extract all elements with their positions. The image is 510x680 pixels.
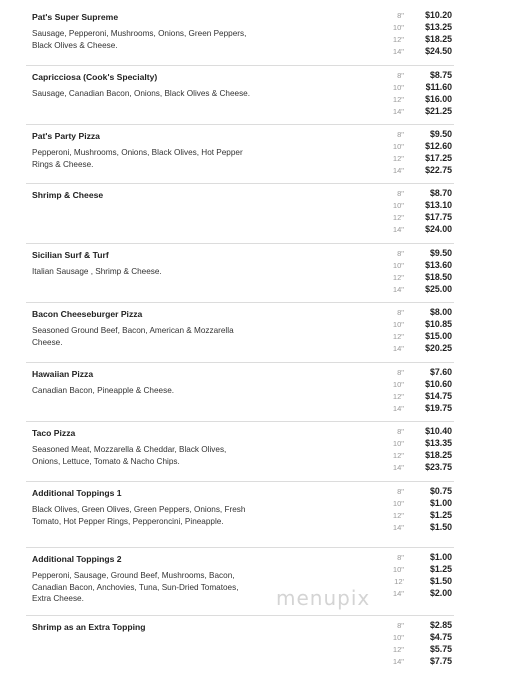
price-row xyxy=(380,152,452,164)
size-label: 8" xyxy=(397,487,404,496)
price-value: $21.25 xyxy=(425,106,452,116)
item-name: Pat's Party Pizza xyxy=(32,131,100,141)
price-row xyxy=(380,211,452,223)
price-row xyxy=(380,247,452,259)
price-list xyxy=(380,551,452,599)
price-row xyxy=(380,425,452,437)
price-value: $10.85 xyxy=(425,319,452,329)
size-label: 14" xyxy=(392,657,404,666)
price-value: $1.00 xyxy=(429,498,452,508)
price-value: $9.50 xyxy=(429,129,452,139)
price-value: $8.70 xyxy=(429,188,452,198)
menu-item xyxy=(26,303,454,363)
item-name: Sicilian Surf & Turf xyxy=(32,250,109,260)
price-row xyxy=(380,283,452,295)
size-label: 12' xyxy=(394,577,404,586)
price-value: $11.60 xyxy=(425,82,452,92)
price-row xyxy=(380,271,452,283)
price-value: $24.00 xyxy=(425,224,452,234)
price-value: $8.00 xyxy=(429,307,452,317)
size-label: 8" xyxy=(397,553,404,562)
price-value: $20.25 xyxy=(425,343,452,353)
menu-item xyxy=(26,6,454,66)
price-value: $23.75 xyxy=(425,462,452,472)
size-label: 8" xyxy=(397,130,404,139)
size-label: 14" xyxy=(392,523,404,532)
size-label: 12" xyxy=(392,273,404,282)
item-description: Seasoned Ground Beef, Bacon, American & Mozzarella Cheese. xyxy=(32,326,234,347)
price-list xyxy=(380,485,452,533)
price-value: $1.50 xyxy=(429,522,452,532)
size-label: 12" xyxy=(392,332,404,341)
price-row xyxy=(380,631,452,643)
price-value: $18.25 xyxy=(425,450,452,460)
price-row xyxy=(380,199,452,211)
size-label: 10" xyxy=(392,142,404,151)
item-description: Pepperoni, Mushrooms, Onions, Black Olives, Hot Pepper Rings & Cheese. xyxy=(32,148,243,169)
price-value: $7.60 xyxy=(429,367,452,377)
size-label: 12" xyxy=(392,95,404,104)
price-row xyxy=(380,93,452,105)
item-name: Bacon Cheeseburger Pizza xyxy=(32,309,143,319)
price-row xyxy=(380,330,452,342)
price-value: $12.60 xyxy=(425,141,452,151)
size-label: 14" xyxy=(392,166,404,175)
price-list xyxy=(380,69,452,117)
size-label: 10" xyxy=(392,565,404,574)
price-value: $17.75 xyxy=(425,212,452,222)
price-value: $1.50 xyxy=(429,576,452,586)
menu-item xyxy=(26,422,454,482)
price-row xyxy=(380,437,452,449)
price-row xyxy=(380,619,452,631)
size-label: 8" xyxy=(397,189,404,198)
price-row xyxy=(380,643,452,655)
size-label: 10" xyxy=(392,261,404,270)
price-list xyxy=(380,9,452,57)
size-label: 8" xyxy=(397,71,404,80)
size-label: 8" xyxy=(397,308,404,317)
price-value: $1.00 xyxy=(429,552,452,562)
price-value: $14.75 xyxy=(425,391,452,401)
price-list xyxy=(380,247,452,295)
size-label: 14" xyxy=(392,589,404,598)
price-row xyxy=(380,575,452,587)
price-row xyxy=(380,509,452,521)
price-value: $2.85 xyxy=(429,620,452,630)
price-value: $25.00 xyxy=(425,284,452,294)
price-value: $9.50 xyxy=(429,248,452,258)
price-list xyxy=(380,425,452,473)
item-name: Shrimp & Cheese xyxy=(32,190,104,200)
price-value: $2.00 xyxy=(429,588,452,598)
price-value: $13.35 xyxy=(425,438,452,448)
price-value: $13.10 xyxy=(425,200,452,210)
price-row xyxy=(380,164,452,176)
menu-item xyxy=(26,125,454,184)
price-row xyxy=(380,45,452,57)
price-row xyxy=(380,461,452,473)
size-label: 14" xyxy=(392,404,404,413)
item-description: Sausage, Canadian Bacon, Onions, Black Olives & Cheese. xyxy=(32,89,251,98)
price-row xyxy=(380,449,452,461)
size-label: 14" xyxy=(392,107,404,116)
size-label: 14" xyxy=(392,47,404,56)
price-row xyxy=(380,587,452,599)
price-value: $1.25 xyxy=(429,510,452,520)
price-row xyxy=(380,9,452,21)
size-label: 10" xyxy=(392,83,404,92)
price-row xyxy=(380,342,452,354)
price-value: $15.00 xyxy=(425,331,452,341)
size-label: 12" xyxy=(392,35,404,44)
price-value: $18.25 xyxy=(425,34,452,44)
menu-item xyxy=(26,616,454,676)
size-label: 8" xyxy=(397,11,404,20)
size-label: 12" xyxy=(392,154,404,163)
price-row xyxy=(380,378,452,390)
size-label: 8" xyxy=(397,368,404,377)
size-label: 12" xyxy=(392,213,404,222)
item-name: Additional Toppings 1 xyxy=(32,488,122,498)
price-value: $22.75 xyxy=(425,165,452,175)
price-list xyxy=(380,187,452,235)
price-row xyxy=(380,128,452,140)
size-label: 12" xyxy=(392,511,404,520)
item-name: Capricciosa (Cook's Specialty) xyxy=(32,72,158,82)
price-row xyxy=(380,223,452,235)
item-name: Taco Pizza xyxy=(32,428,76,438)
price-list xyxy=(380,128,452,176)
watermark-logo: menupix xyxy=(276,586,371,610)
price-row xyxy=(380,521,452,533)
size-label: 14" xyxy=(392,344,404,353)
price-value: $1.25 xyxy=(429,564,452,574)
size-label: 8" xyxy=(397,621,404,630)
price-value: $5.75 xyxy=(429,644,452,654)
size-label: 10" xyxy=(392,23,404,32)
size-label: 8" xyxy=(397,249,404,258)
menu-item xyxy=(26,66,454,125)
price-value: $19.75 xyxy=(425,403,452,413)
size-label: 14" xyxy=(392,225,404,234)
price-row xyxy=(380,366,452,378)
price-row xyxy=(380,140,452,152)
price-row xyxy=(380,390,452,402)
price-row xyxy=(380,21,452,33)
price-value: $0.75 xyxy=(429,486,452,496)
size-label: 8" xyxy=(397,427,404,436)
price-row xyxy=(380,655,452,667)
item-name: Additional Toppings 2 xyxy=(32,554,122,564)
menu-list xyxy=(26,6,454,676)
size-label: 10" xyxy=(392,633,404,642)
menu-item xyxy=(26,548,454,616)
price-row xyxy=(380,187,452,199)
price-row xyxy=(380,33,452,45)
price-row xyxy=(380,81,452,93)
price-row xyxy=(380,318,452,330)
size-label: 10" xyxy=(392,499,404,508)
price-row xyxy=(380,497,452,509)
item-description: Black Olives, Green Olives, Green Peppers, Onions, Fresh Tomato, Hot Pepper Rings, Pepperoncini, Pineapple. xyxy=(32,505,246,526)
price-row xyxy=(380,402,452,414)
menu-item xyxy=(26,482,454,548)
size-label: 10" xyxy=(392,439,404,448)
item-description: Italian Sausage , Shrimp & Cheese. xyxy=(32,267,162,276)
price-row xyxy=(380,259,452,271)
price-value: $18.50 xyxy=(425,272,452,282)
price-value: $10.60 xyxy=(425,379,452,389)
price-value: $16.00 xyxy=(425,94,452,104)
size-label: 12" xyxy=(392,645,404,654)
menu-item xyxy=(26,363,454,422)
price-list xyxy=(380,619,452,667)
price-value: $10.40 xyxy=(425,426,452,436)
size-label: 12" xyxy=(392,451,404,460)
price-value: $8.75 xyxy=(429,70,452,80)
price-value: $7.75 xyxy=(429,656,452,666)
item-name: Hawaiian Pizza xyxy=(32,369,94,379)
size-label: 10" xyxy=(392,201,404,210)
size-label: 14" xyxy=(392,285,404,294)
item-description: Canadian Bacon, Pineapple & Cheese. xyxy=(32,386,175,395)
item-description: Seasoned Meat, Mozzarella & Cheddar, Black Olives, Onions, Lettuce, Tomato & Nacho Chips. xyxy=(32,445,227,466)
price-value: $10.20 xyxy=(425,10,452,20)
item-name: Pat's Super Supreme xyxy=(32,12,119,22)
size-label: 12" xyxy=(392,392,404,401)
price-value: $17.25 xyxy=(425,153,452,163)
item-description: Sausage, Pepperoni, Mushrooms, Onions, Green Peppers, Black Olives & Cheese. xyxy=(32,29,247,50)
price-row xyxy=(380,551,452,563)
menu-item xyxy=(26,244,454,303)
item-description: Pepperoni, Sausage, Ground Beef, Mushrooms, Bacon, Canadian Bacon, Anchovies, Tuna, Sun-Dried Tomatoes, Extra Cheese. xyxy=(32,571,239,604)
price-value: $13.60 xyxy=(425,260,452,270)
price-row xyxy=(380,563,452,575)
price-value: $4.75 xyxy=(429,632,452,642)
price-row xyxy=(380,485,452,497)
size-label: 14" xyxy=(392,463,404,472)
price-list xyxy=(380,306,452,354)
price-value: $24.50 xyxy=(425,46,452,56)
price-value: $13.25 xyxy=(425,22,452,32)
price-row xyxy=(380,105,452,117)
size-label: 10" xyxy=(392,380,404,389)
item-name: Shrimp as an Extra Topping xyxy=(32,622,146,632)
price-row xyxy=(380,306,452,318)
price-list xyxy=(380,366,452,414)
price-row xyxy=(380,69,452,81)
menu-item xyxy=(26,184,454,244)
size-label: 10" xyxy=(392,320,404,329)
